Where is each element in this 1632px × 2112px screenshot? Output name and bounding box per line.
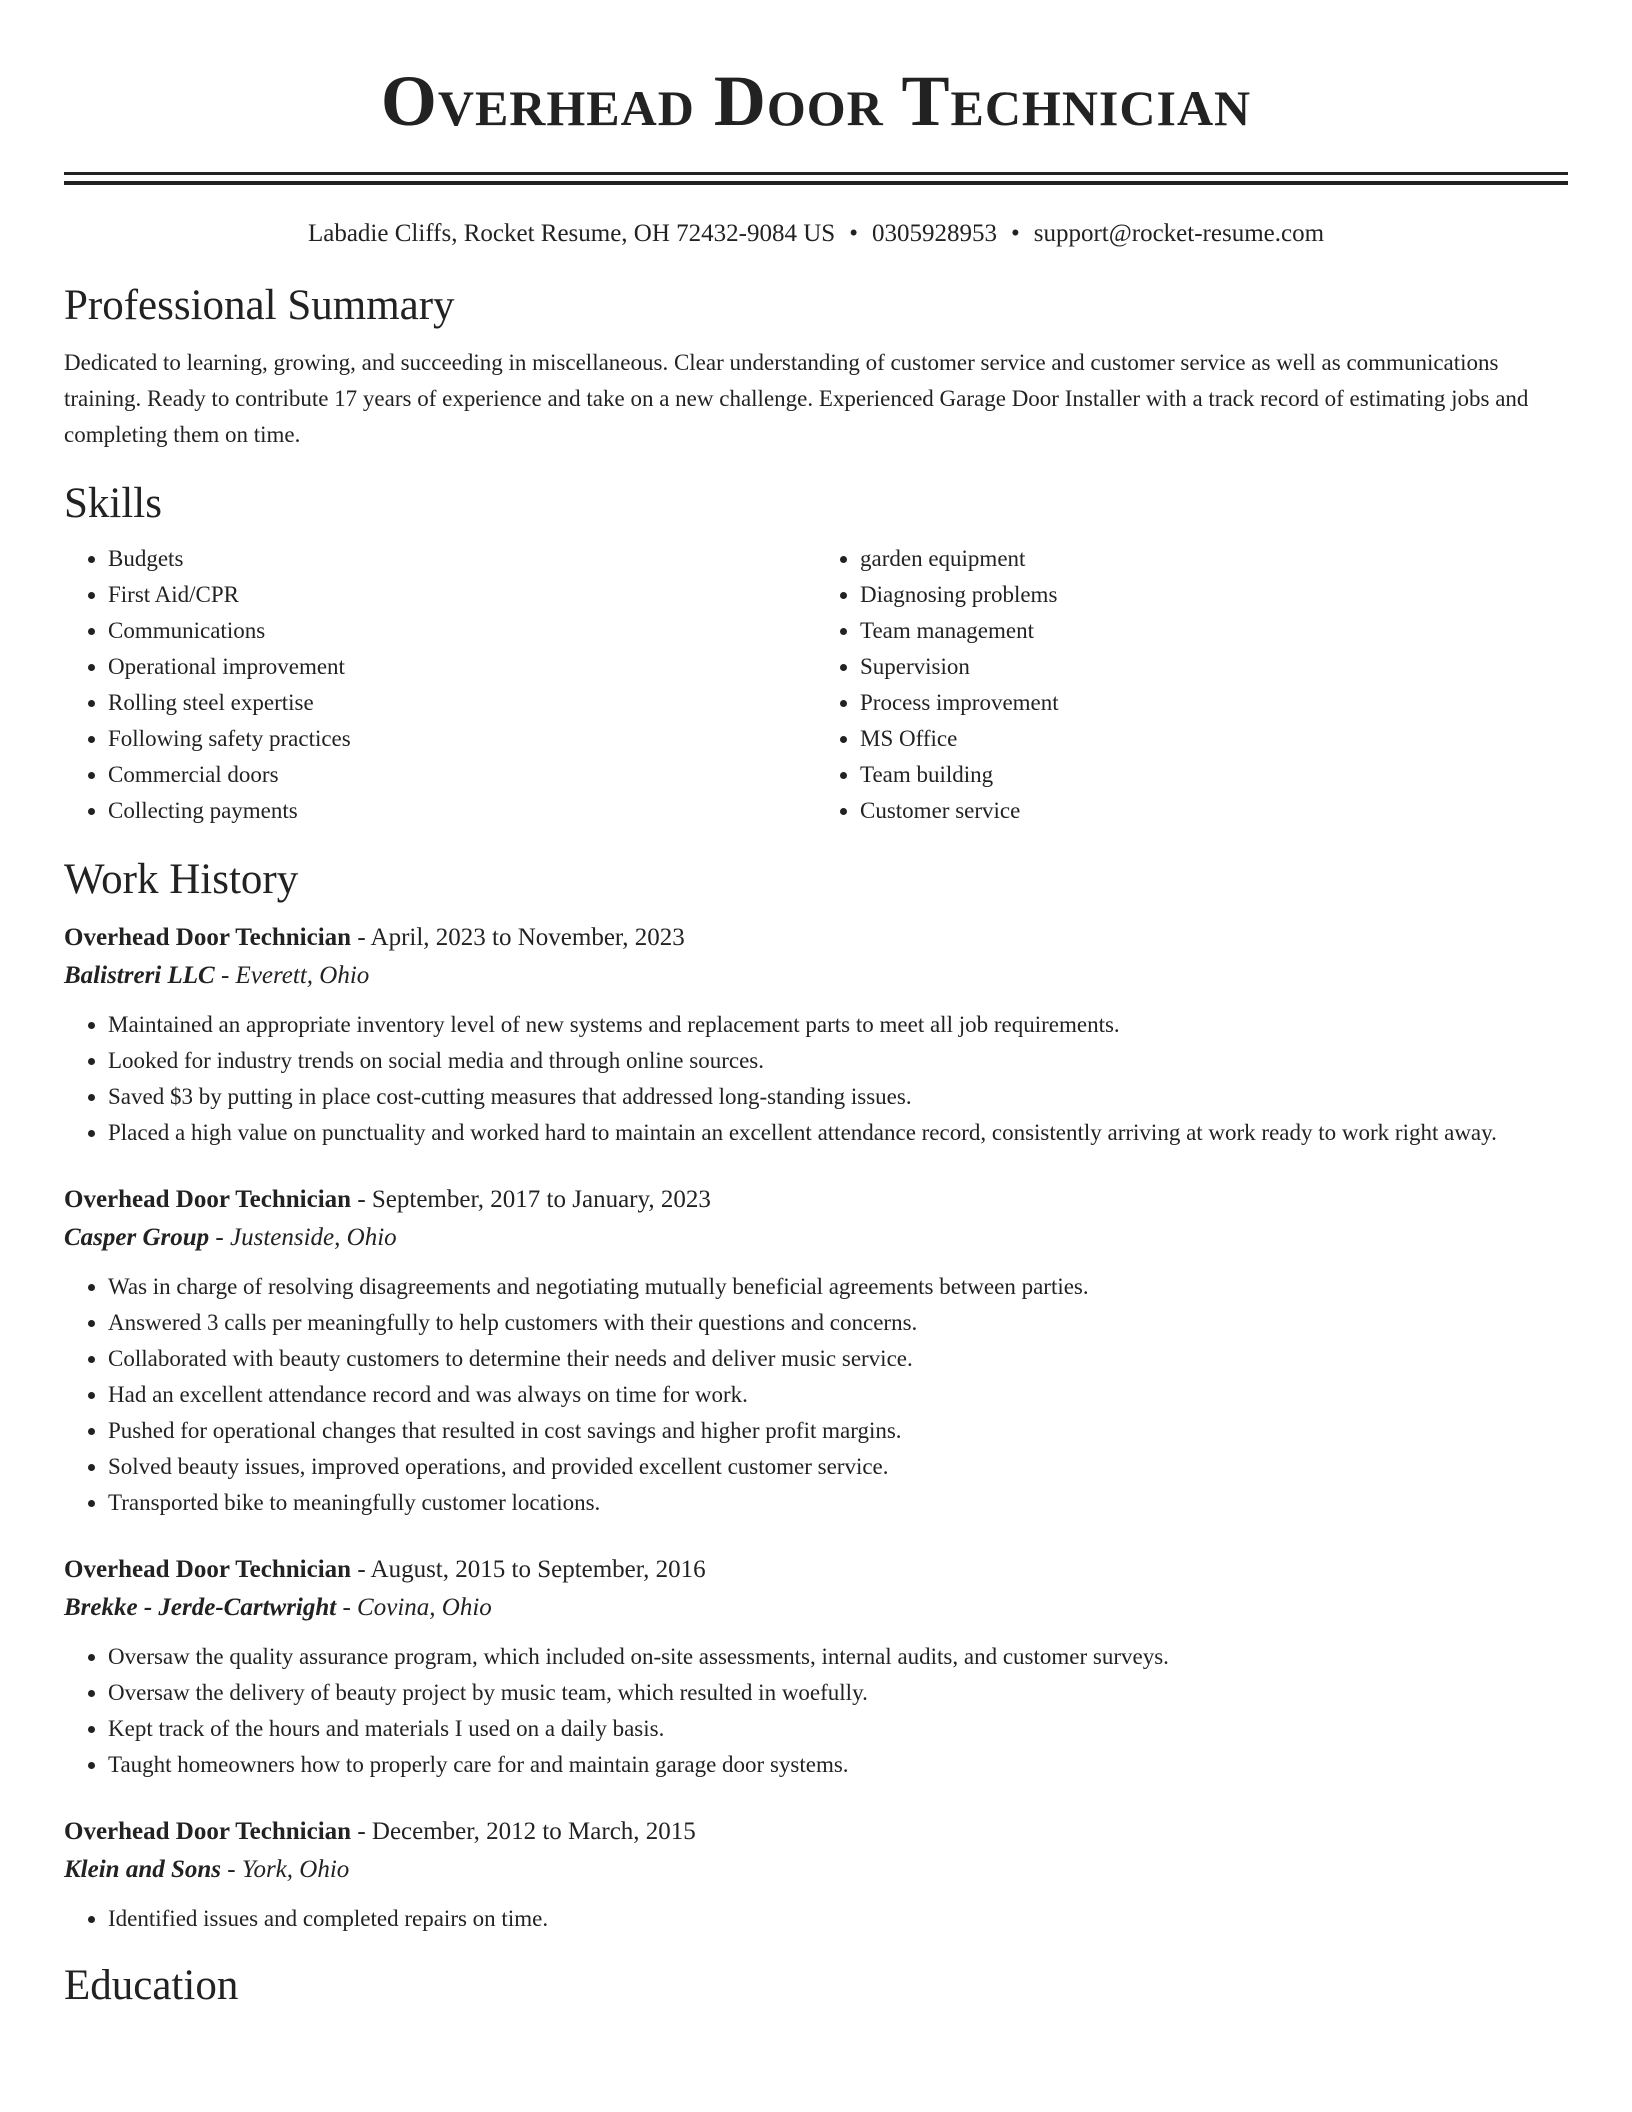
job-title-line: Overhead Door Technician - September, 2017 to January, 2023 xyxy=(64,1186,711,1213)
skill-item: • Supervision xyxy=(860,649,1568,685)
skills-columns xyxy=(64,541,1568,829)
contact-email[interactable]: support@rocket-resume.com xyxy=(1033,220,1325,247)
job-bullets xyxy=(64,1639,1568,1783)
job-dates: September, 2017 to January, 2023 xyxy=(371,1186,711,1213)
contact-phone: 0305928953 xyxy=(871,220,997,247)
job-dates: August, 2015 to September, 2016 xyxy=(370,1556,706,1583)
job-title: Overhead Door Technician xyxy=(64,1818,352,1845)
contact-line xyxy=(64,217,1568,251)
job-bullet: • Answered 3 calls per meaningfully to help customers with their questions and concerns. xyxy=(108,1305,1568,1341)
job-title-line: Overhead Door Technician - August, 2015 to September, 2016 xyxy=(64,1556,706,1583)
job-bullet: • Pushed for operational changes that resulted in cost savings and higher profit margins. xyxy=(108,1413,1568,1449)
job-bullet: • Identified issues and completed repairs on time. xyxy=(108,1901,1568,1937)
job-bullet: • Placed a high value on punctuality and worked hard to maintain an excellent attendance record, consistently arriving at work ready to work right away. xyxy=(108,1115,1568,1151)
job-company-line: Casper Group - Justenside, Ohio xyxy=(64,1224,397,1251)
header-divider xyxy=(64,172,1568,185)
job-location: Justenside, Ohio xyxy=(230,1224,397,1251)
job-entry xyxy=(64,919,1568,1151)
skill-item: • Process improvement xyxy=(860,685,1568,721)
job-location: York, Ohio xyxy=(241,1856,350,1883)
job-bullets xyxy=(64,1269,1568,1521)
job-company: Brekke - Jerde-Cartwright xyxy=(64,1594,337,1621)
job-bullet: • Collaborated with beauty customers to determine their needs and deliver music service. xyxy=(108,1341,1568,1377)
skill-item: • Team building xyxy=(860,757,1568,793)
skill-item: • garden equipment xyxy=(860,541,1568,577)
job-bullet: • Kept track of the hours and materials I used on a daily basis. xyxy=(108,1711,1568,1747)
job-dates: April, 2023 to November, 2023 xyxy=(370,924,685,951)
skill-item: • Customer service xyxy=(860,793,1568,829)
job-title: Overhead Door Technician xyxy=(64,1186,352,1213)
job-location: Covina, Ohio xyxy=(357,1594,492,1621)
job-title-line: Overhead Door Technician - April, 2023 to November, 2023 xyxy=(64,924,685,951)
skills-list-right xyxy=(816,541,1568,829)
job-company: Casper Group xyxy=(64,1224,210,1251)
skill-item: • Budgets xyxy=(108,541,816,577)
job-bullet: • Oversaw the quality assurance program, which included on-site assessments, internal audits, and customer surveys. xyxy=(108,1639,1568,1675)
skill-item: • MS Office xyxy=(860,721,1568,757)
skill-item: • Operational improvement xyxy=(108,649,816,685)
job-entry xyxy=(64,1551,1568,1783)
job-company: Balistreri LLC xyxy=(64,962,215,989)
contact-separator: • xyxy=(1010,220,1020,247)
job-bullet: • Had an excellent attendance record and was always on time for work. xyxy=(108,1377,1568,1413)
skill-item: • Team management xyxy=(860,613,1568,649)
job-title-line: Overhead Door Technician - December, 2012 to March, 2015 xyxy=(64,1818,696,1845)
job-company-line: Brekke - Jerde-Cartwright - Covina, Ohio xyxy=(64,1594,492,1621)
education-heading: Education xyxy=(64,1962,239,2009)
skill-item: • Diagnosing problems xyxy=(860,577,1568,613)
skill-item: • First Aid/CPR xyxy=(108,577,816,613)
job-bullet: • Maintained an appropriate inventory level of new systems and replacement parts to meet all job requirements. xyxy=(108,1007,1568,1043)
skill-item: • Following safety practices xyxy=(108,721,816,757)
job-entry xyxy=(64,1813,1568,1937)
job-bullets xyxy=(64,1007,1568,1151)
job-bullets xyxy=(64,1901,1568,1937)
job-company-line: Balistreri LLC - Everett, Ohio xyxy=(64,962,370,989)
job-company-line: Klein and Sons - York, Ohio xyxy=(64,1856,350,1883)
job-bullet: • Oversaw the delivery of beauty project by music team, which resulted in woefully. xyxy=(108,1675,1568,1711)
job-bullet: • Was in charge of resolving disagreements and negotiating mutually beneficial agreements between parties. xyxy=(108,1269,1568,1305)
job-bullet: • Transported bike to meaningfully customer locations. xyxy=(108,1485,1568,1521)
job-bullet: • Looked for industry trends on social media and through online sources. xyxy=(108,1043,1568,1079)
job-company: Klein and Sons xyxy=(64,1856,222,1883)
contact-address: Labadie Cliffs, Rocket Resume, OH 72432-9084 US xyxy=(307,220,836,247)
job-location: Everett, Ohio xyxy=(235,962,370,989)
job-title: Overhead Door Technician xyxy=(64,924,352,951)
skill-item: • Collecting payments xyxy=(108,793,816,829)
skills-heading: Skills xyxy=(64,480,162,527)
candidate-name: Overhead Door Technician xyxy=(380,61,1252,141)
summary-heading: Professional Summary xyxy=(64,282,455,329)
job-dates: December, 2012 to March, 2015 xyxy=(371,1818,696,1845)
job-title: Overhead Door Technician xyxy=(64,1556,352,1583)
skill-item: • Communications xyxy=(108,613,816,649)
job-entry xyxy=(64,1181,1568,1521)
contact-separator: • xyxy=(849,220,858,247)
job-bullet: • Taught homeowners how to properly care for and maintain garage door systems. xyxy=(108,1747,1568,1783)
skills-list-left xyxy=(64,541,816,829)
summary-text: Dedicated to learning, growing, and succeeding in miscellaneous. Clear understanding of customer service and customer service as well as communications training. Ready to contribute 17 years of experience and take on a new challenge. Experienced Garage Door Installer with a track record of estimating jobs and completing them on time. xyxy=(64,350,1529,447)
job-bullet: • Solved beauty issues, improved operations, and provided excellent customer service. xyxy=(108,1449,1568,1485)
work-history-heading: Work History xyxy=(64,856,299,903)
skill-item: • Rolling steel expertise xyxy=(108,685,816,721)
skill-item: • Commercial doors xyxy=(108,757,816,793)
job-bullet: • Saved $3 by putting in place cost-cutting measures that addressed long-standing issues. xyxy=(108,1079,1568,1115)
